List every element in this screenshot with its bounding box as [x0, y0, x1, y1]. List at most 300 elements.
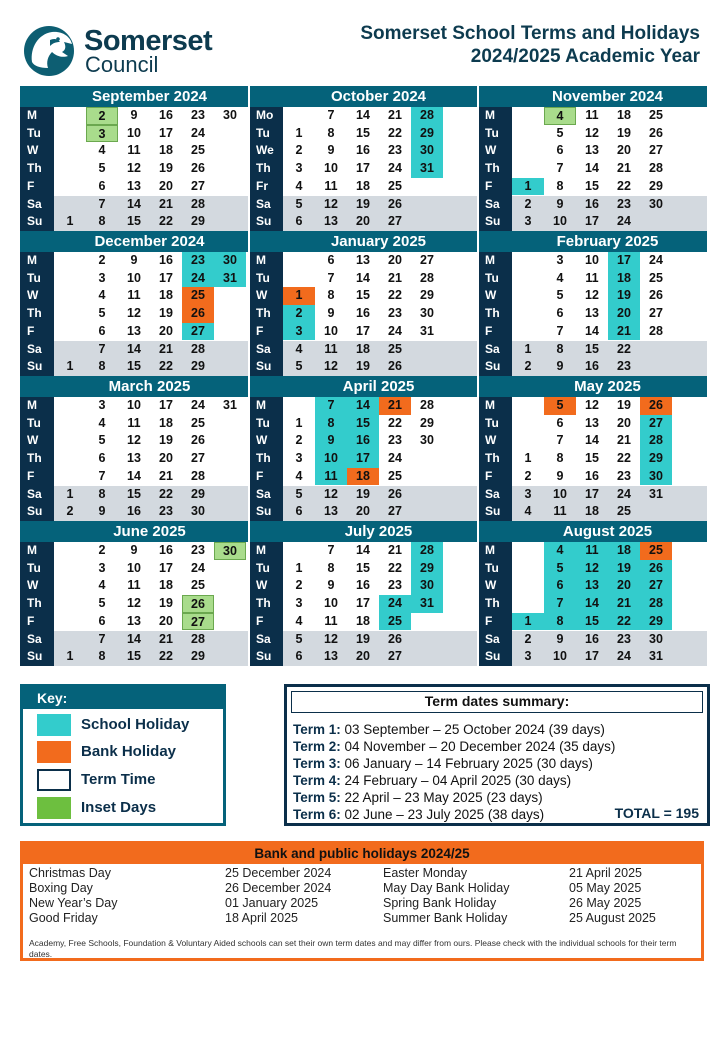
date-cell: 19 [159, 161, 173, 176]
date-cell: 28 [191, 341, 205, 356]
date-cell: 24 [191, 398, 205, 412]
date-cell: 4 [98, 578, 106, 593]
date-cell: 26 [388, 359, 402, 374]
day-label: Th [485, 161, 500, 176]
day-label: Sa [485, 631, 500, 646]
date-cell: 6 [556, 415, 564, 430]
date-cell: 12 [127, 306, 141, 321]
date-cell: 14 [127, 468, 141, 483]
key-title: Key: [23, 687, 223, 709]
date-cell: 13 [585, 415, 599, 430]
date-cell: 20 [608, 577, 640, 595]
date-cell: 6 [327, 253, 335, 267]
date-cell: 19 [608, 287, 640, 305]
date-cell: 16 [585, 631, 599, 646]
inset-day-swatch [37, 797, 71, 819]
day-label: Mo [256, 108, 274, 122]
date-cell: 10 [585, 253, 599, 267]
date-cell: 20 [159, 178, 173, 193]
date-cell: 19 [159, 433, 173, 448]
date-cell: 10 [127, 270, 141, 285]
date-cell: 28 [420, 398, 434, 412]
date-cell: 18 [356, 178, 370, 193]
date-cell: 15 [127, 359, 141, 374]
date-cell: 24 [191, 125, 205, 140]
date-cell: 26 [640, 397, 672, 415]
column-separator [477, 86, 479, 666]
date-cell: 7 [98, 468, 106, 483]
date-cell: 18 [356, 613, 370, 628]
date-cell: 9 [327, 306, 335, 321]
date-cell: 21 [159, 196, 173, 211]
day-label: Th [27, 451, 42, 466]
date-cell: 3 [98, 398, 106, 412]
date-cell: 5 [295, 359, 303, 374]
date-cell: 21 [159, 468, 173, 483]
day-label: M [485, 398, 495, 412]
date-cell: 19 [159, 306, 173, 321]
date-cell: 6 [556, 143, 564, 158]
date-cell: 13 [127, 613, 141, 628]
holidays-title: Bank and public holidays 2024/25 [23, 844, 701, 864]
date-cell: 21 [608, 595, 640, 613]
date-cell: 17 [356, 596, 370, 611]
key-label: School Holiday [81, 716, 190, 733]
date-cell: 15 [585, 451, 599, 466]
day-label: Sa [256, 631, 271, 646]
date-cell: 25 [388, 178, 402, 193]
total-days: TOTAL = 195 [614, 805, 699, 821]
logo-text-somerset: Somerset [84, 25, 213, 57]
date-cell: 5 [98, 161, 106, 176]
day-label: M [27, 543, 37, 557]
date-cell: 30 [640, 468, 672, 486]
date-cell: 20 [159, 323, 173, 338]
date-cell: 17 [347, 450, 379, 468]
date-cell: 6 [98, 323, 106, 338]
day-label: F [27, 468, 35, 483]
date-cell: 26 [640, 560, 672, 578]
date-cell: 22 [388, 415, 402, 430]
month-title [20, 376, 249, 397]
date-cell: 10 [553, 649, 567, 664]
date-cell: 19 [356, 359, 370, 374]
date-cell: 7 [315, 397, 347, 415]
date-cell: 10 [127, 125, 141, 140]
day-label: F [485, 468, 493, 483]
page-title-line2: 2024/2025 Academic Year [470, 46, 700, 67]
date-cell: 8 [327, 560, 335, 575]
term-text: 24 February – 04 April 2025 (30 days) [340, 773, 572, 788]
date-cell: 16 [585, 196, 599, 211]
date-cell: 14 [585, 161, 599, 176]
day-label: Su [485, 504, 501, 519]
term-row [293, 721, 605, 738]
date-cell: 24 [617, 486, 631, 501]
holiday-date: 21 April 2025 [569, 866, 642, 880]
date-cell: 13 [127, 451, 141, 466]
day-label: M [27, 253, 37, 267]
date-cell: 23 [159, 504, 173, 519]
month-title-text: August 2025 [562, 523, 653, 540]
date-cell: 7 [98, 196, 106, 211]
date-cell: 25 [640, 542, 672, 560]
date-cell: 16 [356, 306, 370, 321]
date-cell: 31 [411, 595, 443, 613]
date-cell: 21 [608, 323, 640, 341]
date-cell: 20 [356, 649, 370, 664]
day-label: Tu [256, 125, 270, 140]
day-label: Tu [256, 560, 270, 575]
month-title [20, 86, 249, 107]
day-label: M [256, 398, 266, 412]
date-cell: 26 [649, 288, 663, 303]
date-cell: 12 [127, 433, 141, 448]
date-cell: 29 [191, 359, 205, 374]
date-cell: 19 [617, 125, 631, 140]
day-label: W [27, 143, 39, 158]
date-cell: 29 [411, 125, 443, 143]
date-cell: 11 [127, 415, 141, 430]
date-cell: 16 [585, 468, 599, 483]
date-cell: 23 [617, 196, 631, 211]
date-cell: 3 [295, 161, 303, 176]
day-label: Su [256, 359, 272, 374]
month-title [249, 376, 478, 397]
day-label: Th [256, 306, 271, 321]
date-cell: 15 [127, 214, 141, 229]
date-cell: 9 [556, 196, 564, 211]
date-cell: 18 [617, 108, 631, 122]
date-cell: 12 [324, 359, 338, 374]
date-cell: 18 [356, 341, 370, 356]
month-title-text: June 2025 [113, 523, 186, 540]
holiday-name: Good Friday [29, 911, 98, 925]
date-cell: 10 [553, 214, 567, 229]
date-cell: 30 [411, 577, 443, 595]
page-header [0, 0, 720, 86]
date-cell: 29 [420, 415, 434, 430]
day-label: W [256, 578, 268, 593]
term-row [293, 806, 544, 823]
date-cell: 25 [182, 287, 214, 305]
date-cell: 1 [295, 415, 303, 430]
date-cell: 30 [214, 252, 246, 270]
date-cell: 24 [191, 560, 205, 575]
day-label: Th [485, 451, 500, 466]
day-label: F [485, 323, 493, 338]
date-cell: 22 [388, 560, 402, 575]
date-cell: 15 [127, 486, 141, 501]
date-cell: 6 [295, 504, 303, 519]
date-cell: 8 [98, 214, 106, 229]
date-cell: 10 [553, 486, 567, 501]
holiday-date: 25 August 2025 [569, 911, 656, 925]
date-cell: 25 [649, 108, 663, 122]
date-cell: 12 [127, 596, 141, 611]
date-cell: 13 [576, 577, 608, 595]
holiday-name: New Year’s Day [29, 896, 118, 910]
date-cell: 22 [159, 214, 173, 229]
date-cell: 25 [191, 143, 205, 158]
term-label: Term 6: [293, 807, 341, 822]
date-cell: 11 [315, 468, 347, 486]
day-label: Su [256, 649, 272, 664]
month-title-text: May 2025 [574, 378, 641, 395]
date-cell: 12 [324, 486, 338, 501]
day-label: F [27, 178, 35, 193]
term-row [293, 755, 593, 772]
date-cell: 17 [356, 323, 370, 338]
day-label: Th [256, 451, 271, 466]
date-cell: 5 [556, 288, 564, 303]
day-label: M [485, 253, 495, 267]
month-title [20, 521, 249, 542]
date-cell: 30 [420, 433, 434, 448]
date-cell: 27 [649, 306, 663, 321]
page-title-line1: Somerset School Terms and Holidays [360, 23, 700, 44]
date-cell: 26 [191, 433, 205, 448]
date-cell: 2 [295, 578, 303, 593]
term-dates-summary [284, 684, 710, 826]
date-cell: 16 [347, 432, 379, 450]
date-cell: 5 [98, 433, 106, 448]
date-cell: 6 [556, 306, 564, 321]
date-cell: 9 [327, 143, 335, 158]
day-label: Su [485, 359, 501, 374]
holiday-date: 25 December 2024 [225, 866, 332, 880]
day-label: We [256, 143, 274, 158]
date-cell: 17 [159, 560, 173, 575]
date-cell: 23 [617, 631, 631, 646]
date-cell: 20 [608, 305, 640, 323]
day-label: F [27, 613, 35, 628]
date-cell: 30 [223, 108, 237, 122]
date-cell: 7 [327, 543, 335, 557]
day-label: Sa [256, 341, 271, 356]
date-cell: 13 [356, 253, 370, 267]
date-cell: 3 [98, 560, 106, 575]
month-april-2025 [249, 376, 478, 521]
month-title [249, 231, 478, 252]
date-cell: 4 [295, 178, 303, 193]
day-label: M [256, 543, 266, 557]
date-cell: 2 [524, 359, 532, 374]
date-cell: 18 [159, 415, 173, 430]
date-cell: 27 [649, 143, 663, 158]
date-cell: 11 [553, 504, 567, 519]
day-label: Su [256, 504, 272, 519]
date-cell: 20 [388, 253, 402, 267]
date-cell: 24 [388, 451, 402, 466]
date-cell: 21 [388, 270, 402, 285]
day-label: F [27, 323, 35, 338]
date-cell: 13 [324, 214, 338, 229]
date-cell: 27 [191, 178, 205, 193]
day-label: Sa [485, 341, 500, 356]
day-label: W [27, 433, 39, 448]
date-cell: 31 [649, 486, 663, 501]
date-cell: 20 [617, 415, 631, 430]
date-cell: 6 [295, 214, 303, 229]
month-title-text: October 2024 [330, 88, 427, 105]
date-cell: 26 [649, 125, 663, 140]
date-cell: 23 [182, 252, 214, 270]
date-cell: 23 [388, 143, 402, 158]
day-label: F [485, 178, 493, 193]
date-cell: 23 [388, 433, 402, 448]
date-cell: 10 [324, 323, 338, 338]
month-title [478, 376, 707, 397]
date-cell: 24 [182, 270, 214, 288]
day-label: M [485, 108, 495, 122]
date-cell: 27 [191, 451, 205, 466]
day-label: Sa [485, 196, 500, 211]
date-cell: 13 [585, 306, 599, 321]
date-cell: 4 [98, 415, 106, 430]
date-cell: 5 [98, 596, 106, 611]
date-cell: 2 [524, 631, 532, 646]
date-cell: 4 [544, 107, 576, 125]
date-cell: 7 [98, 341, 106, 356]
holiday-date: 05 May 2025 [569, 881, 642, 895]
day-label: Fr [256, 178, 268, 193]
date-cell: 1 [66, 649, 74, 664]
term-label: Term 3: [293, 756, 341, 771]
date-cell: 28 [640, 595, 672, 613]
date-cell: 26 [191, 161, 205, 176]
date-cell: 28 [649, 161, 663, 176]
date-cell: 17 [356, 161, 370, 176]
date-cell: 4 [295, 613, 303, 628]
day-label: M [256, 253, 266, 267]
date-cell: 8 [556, 451, 564, 466]
holiday-name: May Day Bank Holiday [383, 881, 510, 895]
date-cell: 17 [585, 486, 599, 501]
date-cell: 19 [608, 560, 640, 578]
date-cell: 21 [159, 631, 173, 646]
date-cell: 19 [356, 486, 370, 501]
date-cell: 12 [127, 161, 141, 176]
date-cell: 30 [649, 631, 663, 646]
day-label: Tu [485, 270, 499, 285]
date-cell: 17 [159, 270, 173, 285]
date-cell: 4 [524, 504, 532, 519]
date-cell: 21 [159, 341, 173, 356]
date-cell: 22 [617, 341, 631, 356]
term-text: 06 January – 14 February 2025 (30 days) [340, 756, 593, 771]
date-cell: 6 [544, 577, 576, 595]
date-cell: 16 [356, 143, 370, 158]
date-cell: 31 [420, 323, 434, 338]
holiday-name: Easter Monday [383, 866, 468, 880]
day-label: Tu [485, 125, 499, 140]
date-cell: 27 [182, 323, 214, 341]
date-cell: 11 [576, 542, 608, 560]
date-cell: 31 [411, 160, 443, 178]
date-cell: 26 [388, 196, 402, 211]
date-cell: 7 [327, 270, 335, 285]
key-legend [20, 684, 226, 826]
date-cell: 11 [127, 578, 141, 593]
date-cell: 4 [556, 270, 564, 285]
bank-holidays-table [20, 841, 704, 961]
date-cell: 21 [617, 161, 631, 176]
date-cell: 11 [127, 143, 141, 158]
date-cell: 14 [127, 341, 141, 356]
date-cell: 10 [324, 161, 338, 176]
day-label: W [485, 578, 497, 593]
date-cell: 4 [295, 468, 303, 483]
date-cell: 2 [295, 143, 303, 158]
date-cell: 25 [617, 504, 631, 519]
date-cell: 27 [388, 504, 402, 519]
date-cell: 21 [388, 108, 402, 122]
month-title [20, 231, 249, 252]
date-cell: 13 [585, 143, 599, 158]
day-label: Sa [485, 486, 500, 501]
date-cell: 3 [283, 323, 315, 341]
day-label: F [256, 468, 264, 483]
date-cell: 27 [388, 649, 402, 664]
date-cell: 9 [98, 504, 106, 519]
date-cell: 6 [98, 451, 106, 466]
month-title [249, 86, 478, 107]
date-cell: 9 [315, 432, 347, 450]
date-cell: 17 [585, 214, 599, 229]
date-cell: 22 [388, 288, 402, 303]
holiday-name: Summer Bank Holiday [383, 911, 508, 925]
day-label: M [485, 543, 495, 557]
date-cell: 17 [585, 649, 599, 664]
term-label: Term 1: [293, 722, 341, 737]
day-label: M [27, 398, 37, 412]
date-cell: 14 [127, 631, 141, 646]
date-cell: 6 [98, 178, 106, 193]
date-cell: 17 [159, 398, 173, 412]
date-cell: 29 [640, 450, 672, 468]
date-cell: 16 [159, 543, 173, 557]
date-cell: 14 [585, 433, 599, 448]
date-cell: 12 [585, 125, 599, 140]
holiday-date: 01 January 2025 [225, 896, 319, 910]
date-cell: 23 [191, 543, 205, 557]
date-cell: 16 [585, 359, 599, 374]
month-may-2025 [478, 376, 707, 521]
date-cell: 31 [214, 270, 246, 288]
date-cell: 7 [327, 108, 335, 122]
date-cell: 16 [159, 108, 173, 122]
date-cell: 1 [295, 125, 303, 140]
bank-holiday-swatch [37, 741, 71, 763]
date-cell: 24 [617, 649, 631, 664]
date-cell: 5 [295, 486, 303, 501]
date-cell: 14 [585, 323, 599, 338]
date-cell: 14 [127, 196, 141, 211]
date-cell: 26 [182, 595, 214, 613]
date-cell: 11 [324, 613, 338, 628]
date-cell: 7 [556, 161, 564, 176]
month-november-2024 [478, 86, 707, 231]
date-cell: 1 [512, 178, 544, 196]
term-row [293, 738, 615, 755]
date-cell: 27 [388, 214, 402, 229]
holiday-name: Spring Bank Holiday [383, 896, 497, 910]
date-cell: 18 [347, 468, 379, 486]
date-cell: 28 [411, 107, 443, 125]
date-cell: 20 [617, 143, 631, 158]
day-label: F [485, 613, 493, 628]
